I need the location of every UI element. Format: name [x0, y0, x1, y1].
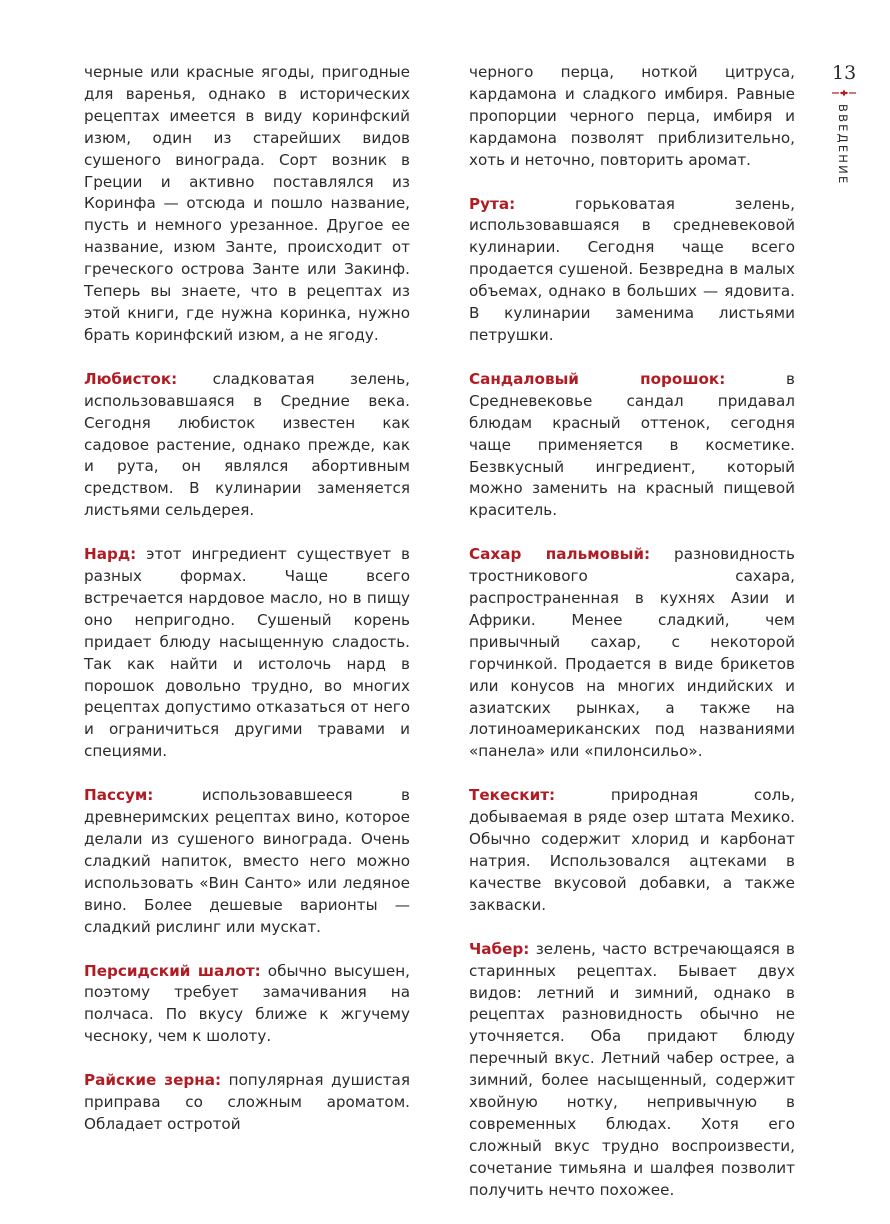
entry-term: Рута: — [469, 194, 516, 213]
entry-text: в Средневековье сандал придавал блюдам красный оттенок, сегодня чаще применяется в косметике. Безвкусный ингредиент, который можно заменить на красный пищевой краситель. — [469, 369, 795, 520]
entry-text: горьковатая зелень, использовавшаяся в средневековой кулинарии. Сегодня чаще всего продается сушеной. Безвредна в малых объемах, однако в больших — ядовита. В кулинарии заменима листьями петрушки. — [469, 194, 795, 344]
entry-term: Сандаловый порошок: — [469, 369, 726, 388]
entry-text: черного перца, ноткой цитруса, кардамона и сладкого имбиря. Равные пропорции черного перца, имбиря и кардамона позволят приблизительно, хоть и неточно, повторить аромат. — [469, 63, 795, 169]
entry-term: Райские зерна: — [84, 1071, 222, 1090]
ornament-icon — [831, 88, 857, 98]
left-column — [84, 62, 410, 1158]
page-number: 13 — [832, 62, 857, 84]
entry-text: популярная душистая приправа со сложным ароматом. Обладает остротой — [84, 1071, 410, 1133]
glossary-entry-grains-of-paradise — [84, 1070, 410, 1136]
entry-text: сладковатая зелень, использовавшаяся в Средние века. Сегодня любисток известен как садовое растение, однако прежде, как и рута, он являлся абортивным средством. В кулинарии заменяется листьями сельдерея. — [84, 369, 410, 520]
entry-term: Персидский шалот: — [84, 961, 261, 980]
glossary-entry-lovage — [84, 369, 410, 522]
glossary-entry-rue — [469, 194, 795, 347]
running-head: ВВЕДЕНИЕ — [836, 104, 850, 186]
glossary-entry-persian-shallot — [84, 961, 410, 1049]
entry-term: Текескит: — [469, 786, 556, 805]
entry-term: Чабер: — [469, 939, 530, 958]
entry-text: этот ингредиент существует в разных формах. Чаще всего встречается нардовое масло, но в пищу оно непригодно. Сушеный корень придает блюду насыщенную сладость. Так как найти и истолочь нард в порошок довольно трудно, во многих рецептах допустимо отказаться от него и ограничиться другими травами и специями. — [84, 545, 410, 761]
glossary-entry-savory — [469, 939, 795, 1202]
glossary-entry-nard — [84, 544, 410, 763]
glossary-entry-tequesquite — [469, 785, 795, 916]
glossary-entry-continued — [469, 62, 795, 172]
entry-term: Пассум: — [84, 786, 154, 805]
glossary-entry-sandalwood — [469, 369, 795, 522]
entry-text: зелень, часто встречающаяся в старинных рецептах. Бывает двух видов: летний и зимний, однако в рецептах разновидность обычно не уточняется. Оба придают блюду перечный вкус. Летний чабер острее, а зимний, более насыщенный, содержит хвойную нотку, непривычную в современных блюдах. Хотя его сложный вкус трудно воспроизвести, сочетание тимьяна и шалфея позволит получить нечто похожее. — [469, 939, 795, 1199]
entry-text: использовавшееся в древнеримских рецептах вино, которое делали из сушеного винограда. Очень сладкий напиток, вместо него можно использовать «Вин Санто» или ледяное вино. Более дешевые варионты — сладкий рислинг или мускат. — [84, 786, 410, 936]
glossary-entry-passum — [84, 785, 410, 938]
right-column — [469, 62, 795, 1224]
entry-text: черные или красные ягоды, пригодные для варенья, однако в исторических рецептах имеется в виду коринфский изюм, один из старейших видов сушеного винограда. Сорт возник в Греции и активно поставлялся из Коринфа — отсюда и пошло название, пусть и немного урезанное. Другое ее название, изюм Занте, происходит от греческого острова Занте или Закинф. Теперь вы знаете, что в рецептах из этой книги, где нужна коринка, нужно брать коринфский изюм, а не ягоду. — [84, 63, 410, 344]
entry-term: Любисток: — [84, 369, 178, 388]
glossary-entry-palm-sugar — [469, 544, 795, 763]
entry-text: природная соль, добываемая в ряде озер штата Мехико. Обычно содержит хлорид и карбонат натрия. Использовался ацтеками в качестве вкусовой добавки, а также закваски. — [469, 786, 795, 914]
glossary-entry-continued — [84, 62, 410, 347]
entry-term: Сахар пальмовый: — [469, 545, 651, 564]
entry-term: Нард: — [84, 545, 137, 564]
entry-text: обычно высушен, поэтому требует замачивания на полчаса. По вкусу ближе к жгучему чесноку, чем к шолоту. — [84, 961, 410, 1046]
entry-text: разновидность тростникового сахара, распространенная в кухнях Азии и Африки. Менее сладкий, чем привычный сахар, с некоторой горчинкой. Продается в виде брикетов или конусов на многих индийских и азиатских рынках, а также на лотиноамериканских под названиями «панела» или «пилонсильо». — [469, 545, 795, 761]
